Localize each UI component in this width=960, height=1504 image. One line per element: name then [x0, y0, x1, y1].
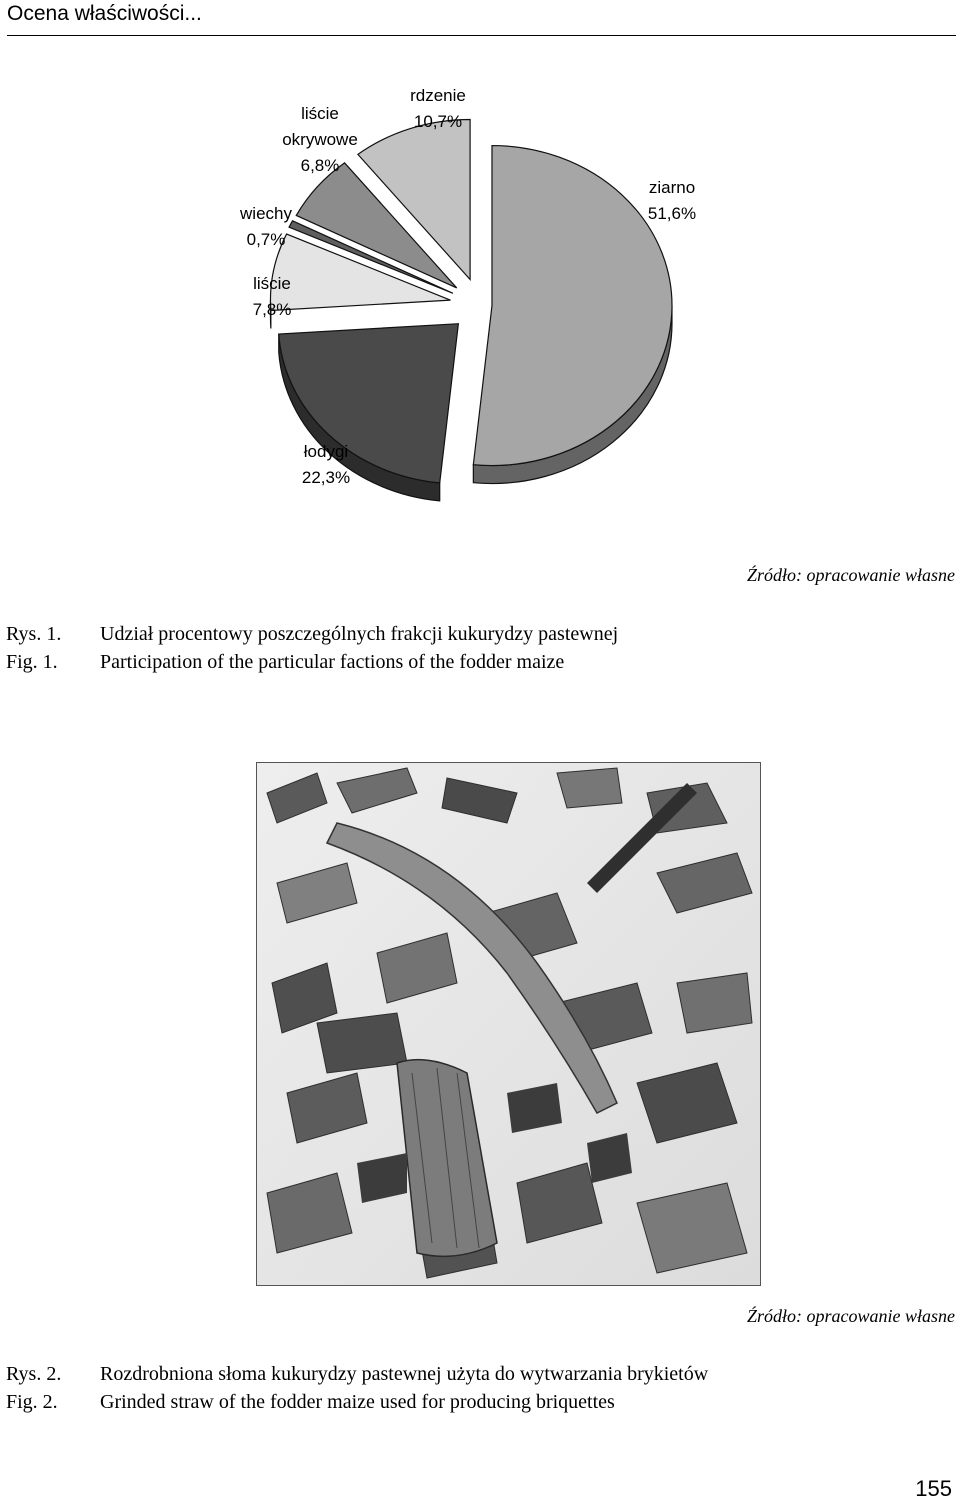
- figure2-pl-number: Rys. 2.: [6, 1363, 62, 1385]
- figure1-pl-caption: Udział procentowy poszczególnych frakcji kukurydzy pastewnej: [100, 623, 619, 645]
- figure1-pl-number: Rys. 1.: [6, 623, 62, 645]
- pie-slice: [473, 146, 672, 466]
- running-title: Ocena właściwości...: [7, 2, 202, 25]
- header-rule: [7, 35, 956, 36]
- maize-straw-photo: [256, 762, 761, 1286]
- page-number: 155: [915, 1476, 952, 1501]
- figure1-en-caption: Participation of the particular factions of the fodder maize: [100, 651, 565, 673]
- figure1-source: Źródło: opracowanie własne: [746, 565, 955, 585]
- figure1-caption: [6, 620, 618, 676]
- pie-slice-label: łodygi 22,3%: [301, 442, 351, 487]
- pie-slice-label: rdzenie 10,7%: [410, 86, 466, 131]
- pie-slice-label: wiechy 0,7%: [240, 204, 292, 249]
- figure1-en-number: Fig. 1.: [6, 651, 58, 673]
- pie-slice-label: ziarno 51,6%: [647, 178, 697, 223]
- pie-slice-label: liście okrywowe 6,8%: [282, 104, 358, 175]
- maize-straw-image: [257, 763, 760, 1285]
- figure2-pl-caption: Rozdrobniona słoma kukurydzy pastewnej użyta do wytwarzania brykietów: [100, 1363, 709, 1385]
- figure2-en-caption: Grinded straw of the fodder maize used for producing briquettes: [100, 1391, 615, 1413]
- pie-slice-label: liście 7,8%: [252, 274, 292, 319]
- figure2-en-number: Fig. 2.: [6, 1391, 58, 1413]
- figure2-source: Źródło: opracowanie własne: [746, 1306, 955, 1326]
- figure2-caption: [6, 1360, 708, 1416]
- pie-chart: [0, 60, 960, 520]
